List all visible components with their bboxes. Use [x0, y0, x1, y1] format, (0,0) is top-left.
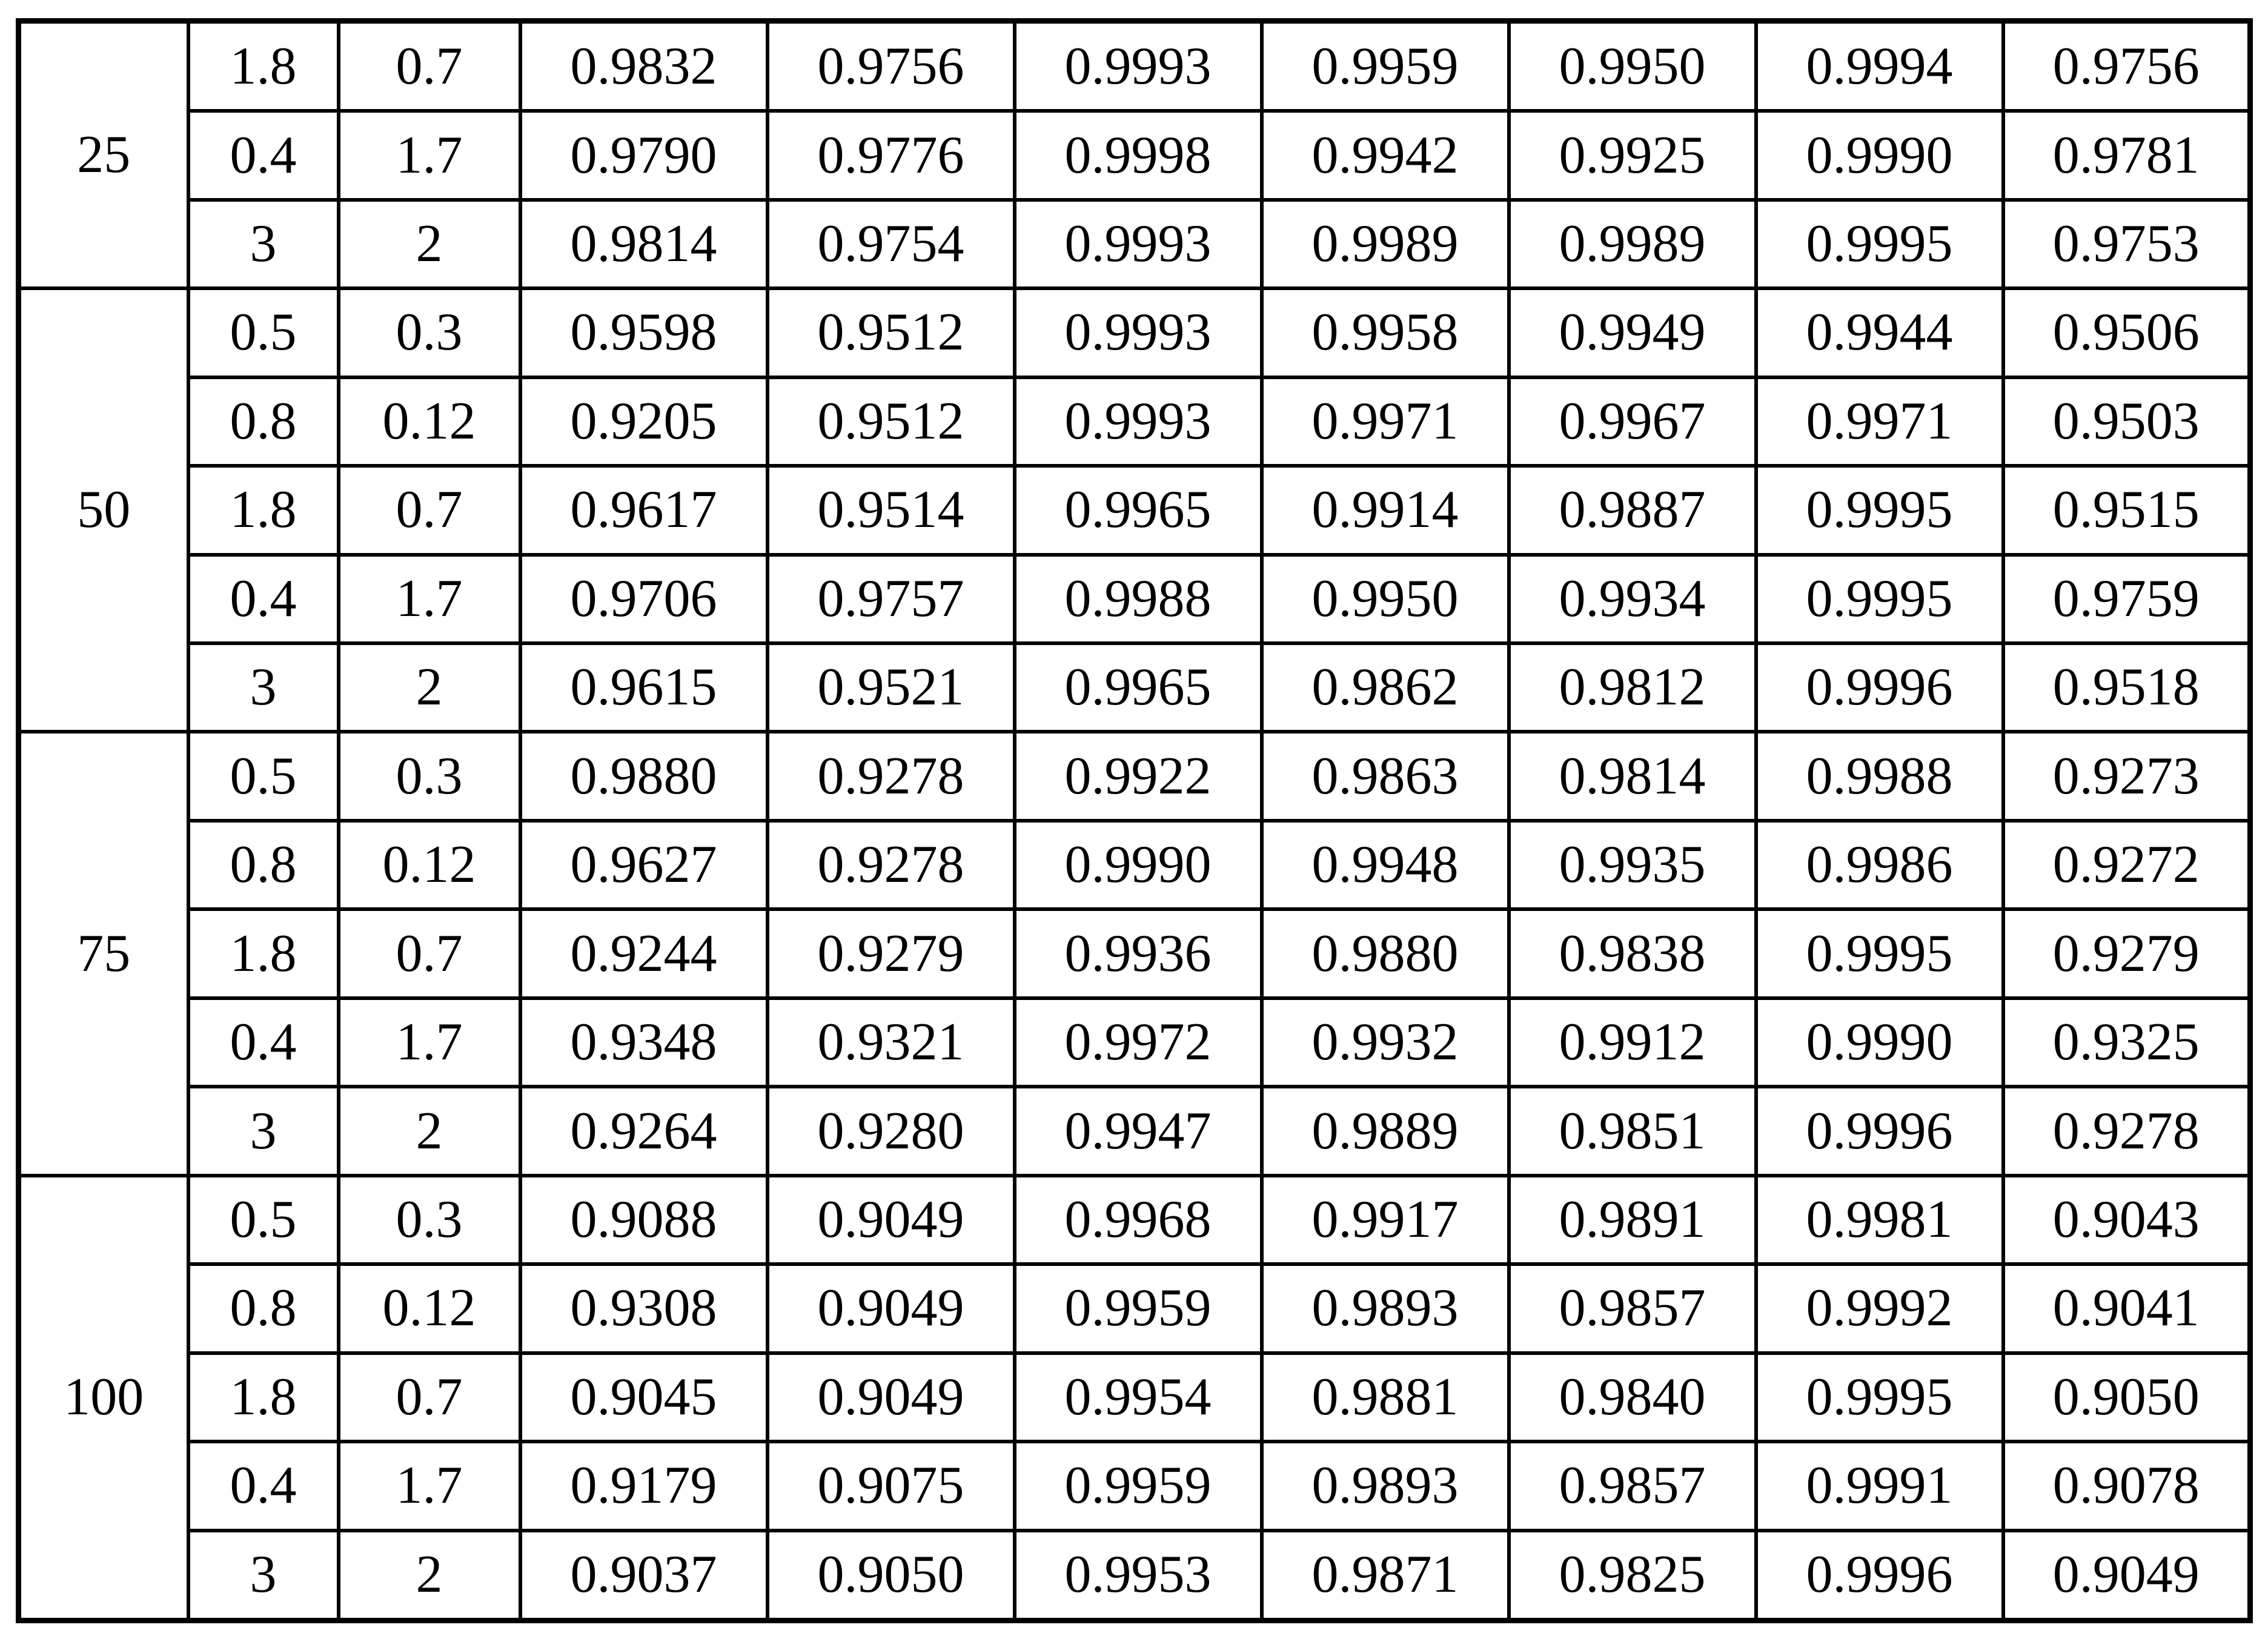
value-cell: 0.9944	[1756, 288, 2003, 377]
value-cell: 0.9825	[1509, 1531, 1756, 1621]
value-cell: 0.9996	[1756, 1087, 2003, 1175]
value-cell: 0.9812	[1509, 643, 1756, 732]
param2-cell: 0.7	[339, 909, 520, 998]
value-cell: 0.9995	[1756, 200, 2003, 288]
value-cell: 0.9627	[520, 821, 768, 909]
value-cell: 0.9814	[520, 200, 768, 288]
value-cell: 0.9790	[520, 111, 768, 199]
value-cell: 0.9348	[520, 998, 768, 1087]
value-cell: 0.9503	[2003, 377, 2250, 466]
value-cell: 0.9308	[520, 1264, 768, 1353]
value-cell: 0.9936	[1015, 909, 1262, 998]
value-cell: 0.9781	[2003, 111, 2250, 199]
param2-cell: 1.7	[339, 998, 520, 1087]
table-row	[19, 1087, 2250, 1175]
value-cell: 0.9953	[1015, 1531, 1262, 1621]
value-cell: 0.9863	[1262, 732, 1509, 820]
value-cell: 0.9991	[1756, 1442, 2003, 1530]
param1-cell: 0.4	[188, 555, 339, 643]
value-cell: 0.9949	[1509, 288, 1756, 377]
value-cell: 0.9914	[1262, 466, 1509, 554]
param1-cell: 1.8	[188, 466, 339, 554]
value-cell: 0.9512	[768, 377, 1015, 466]
param2-cell: 2	[339, 1531, 520, 1621]
value-cell: 0.9990	[1015, 821, 1262, 909]
group-label-cell: 75	[19, 732, 188, 1175]
value-cell: 0.9988	[1756, 732, 2003, 820]
value-cell: 0.9041	[2003, 1264, 2250, 1353]
table-row	[19, 111, 2250, 199]
value-cell: 0.9986	[1756, 821, 2003, 909]
group-label-cell: 100	[19, 1176, 188, 1621]
value-cell: 0.9088	[520, 1176, 768, 1264]
value-cell: 0.9857	[1509, 1264, 1756, 1353]
value-cell: 0.9279	[2003, 909, 2250, 998]
param2-cell: 0.7	[339, 466, 520, 554]
value-cell: 0.9893	[1262, 1264, 1509, 1353]
value-cell: 0.9880	[520, 732, 768, 820]
param2-cell: 2	[339, 643, 520, 732]
table-row	[19, 1531, 2250, 1621]
value-cell: 0.9617	[520, 466, 768, 554]
results-table-body	[19, 21, 2250, 1621]
value-cell: 0.9851	[1509, 1087, 1756, 1175]
param1-cell: 3	[188, 1531, 339, 1621]
param2-cell: 1.7	[339, 111, 520, 199]
table-row	[19, 377, 2250, 466]
table-row	[19, 1442, 2250, 1530]
value-cell: 0.9045	[520, 1353, 768, 1442]
value-cell: 0.9996	[1756, 643, 2003, 732]
param1-cell: 0.5	[188, 1176, 339, 1264]
value-cell: 0.9049	[768, 1353, 1015, 1442]
table-row	[19, 200, 2250, 288]
param2-cell: 0.7	[339, 21, 520, 111]
value-cell: 0.9512	[768, 288, 1015, 377]
value-cell: 0.9995	[1756, 909, 2003, 998]
value-cell: 0.9279	[768, 909, 1015, 998]
param1-cell: 1.8	[188, 909, 339, 998]
value-cell: 0.9889	[1262, 1087, 1509, 1175]
value-cell: 0.9078	[2003, 1442, 2250, 1530]
value-cell: 0.9990	[1756, 998, 2003, 1087]
param1-cell: 0.4	[188, 111, 339, 199]
param2-cell: 0.3	[339, 1176, 520, 1264]
value-cell: 0.9840	[1509, 1353, 1756, 1442]
value-cell: 0.9518	[2003, 643, 2250, 732]
param2-cell: 1.7	[339, 555, 520, 643]
value-cell: 0.9972	[1015, 998, 1262, 1087]
value-cell: 0.9950	[1262, 555, 1509, 643]
value-cell: 0.9989	[1262, 200, 1509, 288]
param1-cell: 0.5	[188, 288, 339, 377]
table-row	[19, 555, 2250, 643]
value-cell: 0.9954	[1015, 1353, 1262, 1442]
value-cell: 0.9050	[2003, 1353, 2250, 1442]
value-cell: 0.9959	[1262, 21, 1509, 111]
value-cell: 0.9049	[768, 1264, 1015, 1353]
value-cell: 0.9278	[2003, 1087, 2250, 1175]
value-cell: 0.9968	[1015, 1176, 1262, 1264]
value-cell: 0.9880	[1262, 909, 1509, 998]
param1-cell: 0.8	[188, 821, 339, 909]
value-cell: 0.9993	[1015, 377, 1262, 466]
param2-cell: 0.12	[339, 821, 520, 909]
value-cell: 0.9993	[1015, 21, 1262, 111]
value-cell: 0.9988	[1015, 555, 1262, 643]
value-cell: 0.9280	[768, 1087, 1015, 1175]
value-cell: 0.9958	[1262, 288, 1509, 377]
value-cell: 0.9706	[520, 555, 768, 643]
value-cell: 0.9515	[2003, 466, 2250, 554]
param1-cell: 0.4	[188, 998, 339, 1087]
param2-cell: 2	[339, 200, 520, 288]
param1-cell: 0.8	[188, 1264, 339, 1353]
value-cell: 0.9992	[1756, 1264, 2003, 1353]
param1-cell: 0.4	[188, 1442, 339, 1530]
value-cell: 0.9244	[520, 909, 768, 998]
value-cell: 0.9995	[1756, 1353, 2003, 1442]
value-cell: 0.9947	[1015, 1087, 1262, 1175]
value-cell: 0.9948	[1262, 821, 1509, 909]
value-cell: 0.9615	[520, 643, 768, 732]
value-cell: 0.9935	[1509, 821, 1756, 909]
value-cell: 0.9965	[1015, 466, 1262, 554]
param2-cell: 0.12	[339, 1264, 520, 1353]
param2-cell: 2	[339, 1087, 520, 1175]
value-cell: 0.9995	[1756, 466, 2003, 554]
table-row	[19, 1264, 2250, 1353]
value-cell: 0.9971	[1262, 377, 1509, 466]
param1-cell: 3	[188, 1087, 339, 1175]
table-row	[19, 821, 2250, 909]
value-cell: 0.9756	[768, 21, 1015, 111]
value-cell: 0.9917	[1262, 1176, 1509, 1264]
table-row	[19, 643, 2250, 732]
value-cell: 0.9049	[2003, 1531, 2250, 1621]
value-cell: 0.9998	[1015, 111, 1262, 199]
table-row	[19, 732, 2250, 820]
value-cell: 0.9075	[768, 1442, 1015, 1530]
value-cell: 0.9753	[2003, 200, 2250, 288]
value-cell: 0.9950	[1509, 21, 1756, 111]
value-cell: 0.9959	[1015, 1442, 1262, 1530]
value-cell: 0.9959	[1015, 1264, 1262, 1353]
value-cell: 0.9278	[768, 732, 1015, 820]
table-row	[19, 909, 2250, 998]
value-cell: 0.9993	[1015, 200, 1262, 288]
param1-cell: 0.8	[188, 377, 339, 466]
value-cell: 0.9278	[768, 821, 1015, 909]
value-cell: 0.9832	[520, 21, 768, 111]
param2-cell: 0.7	[339, 1353, 520, 1442]
value-cell: 0.9996	[1756, 1531, 2003, 1621]
value-cell: 0.9994	[1756, 21, 2003, 111]
value-cell: 0.9506	[2003, 288, 2250, 377]
param2-cell: 1.7	[339, 1442, 520, 1530]
value-cell: 0.9037	[520, 1531, 768, 1621]
table-row	[19, 21, 2250, 111]
value-cell: 0.9891	[1509, 1176, 1756, 1264]
param1-cell: 1.8	[188, 21, 339, 111]
value-cell: 0.9942	[1262, 111, 1509, 199]
value-cell: 0.9912	[1509, 998, 1756, 1087]
value-cell: 0.9754	[768, 200, 1015, 288]
value-cell: 0.9887	[1509, 466, 1756, 554]
value-cell: 0.9871	[1262, 1531, 1509, 1621]
value-cell: 0.9838	[1509, 909, 1756, 998]
value-cell: 0.9756	[2003, 21, 2250, 111]
value-cell: 0.9325	[2003, 998, 2250, 1087]
value-cell: 0.9272	[2003, 821, 2250, 909]
param1-cell: 3	[188, 643, 339, 732]
value-cell: 0.9521	[768, 643, 1015, 732]
value-cell: 0.9993	[1015, 288, 1262, 377]
value-cell: 0.9814	[1509, 732, 1756, 820]
value-cell: 0.9757	[768, 555, 1015, 643]
value-cell: 0.9967	[1509, 377, 1756, 466]
value-cell: 0.9776	[768, 111, 1015, 199]
value-cell: 0.9881	[1262, 1353, 1509, 1442]
table-row	[19, 1353, 2250, 1442]
value-cell: 0.9321	[768, 998, 1015, 1087]
table-row	[19, 998, 2250, 1087]
param2-cell: 0.3	[339, 288, 520, 377]
param2-cell: 0.12	[339, 377, 520, 466]
value-cell: 0.9995	[1756, 555, 2003, 643]
value-cell: 0.9759	[2003, 555, 2250, 643]
param1-cell: 1.8	[188, 1353, 339, 1442]
table-row	[19, 466, 2250, 554]
value-cell: 0.9049	[768, 1176, 1015, 1264]
value-cell: 0.9179	[520, 1442, 768, 1530]
param1-cell: 3	[188, 200, 339, 288]
value-cell: 0.9922	[1015, 732, 1262, 820]
value-cell: 0.9934	[1509, 555, 1756, 643]
param1-cell: 0.5	[188, 732, 339, 820]
table-row	[19, 1176, 2250, 1264]
value-cell: 0.9043	[2003, 1176, 2250, 1264]
group-label-cell: 25	[19, 21, 188, 289]
value-cell: 0.9050	[768, 1531, 1015, 1621]
value-cell: 0.9862	[1262, 643, 1509, 732]
group-label-cell: 50	[19, 288, 188, 732]
value-cell: 0.9990	[1756, 111, 2003, 199]
value-cell: 0.9981	[1756, 1176, 2003, 1264]
value-cell: 0.9598	[520, 288, 768, 377]
value-cell: 0.9965	[1015, 643, 1262, 732]
param2-cell: 0.3	[339, 732, 520, 820]
value-cell: 0.9932	[1262, 998, 1509, 1087]
results-table	[16, 18, 2253, 1623]
value-cell: 0.9857	[1509, 1442, 1756, 1530]
value-cell: 0.9514	[768, 466, 1015, 554]
value-cell: 0.9893	[1262, 1442, 1509, 1530]
value-cell: 0.9925	[1509, 111, 1756, 199]
value-cell: 0.9971	[1756, 377, 2003, 466]
value-cell: 0.9273	[2003, 732, 2250, 820]
value-cell: 0.9264	[520, 1087, 768, 1175]
value-cell: 0.9205	[520, 377, 768, 466]
table-row	[19, 288, 2250, 377]
value-cell: 0.9989	[1509, 200, 1756, 288]
